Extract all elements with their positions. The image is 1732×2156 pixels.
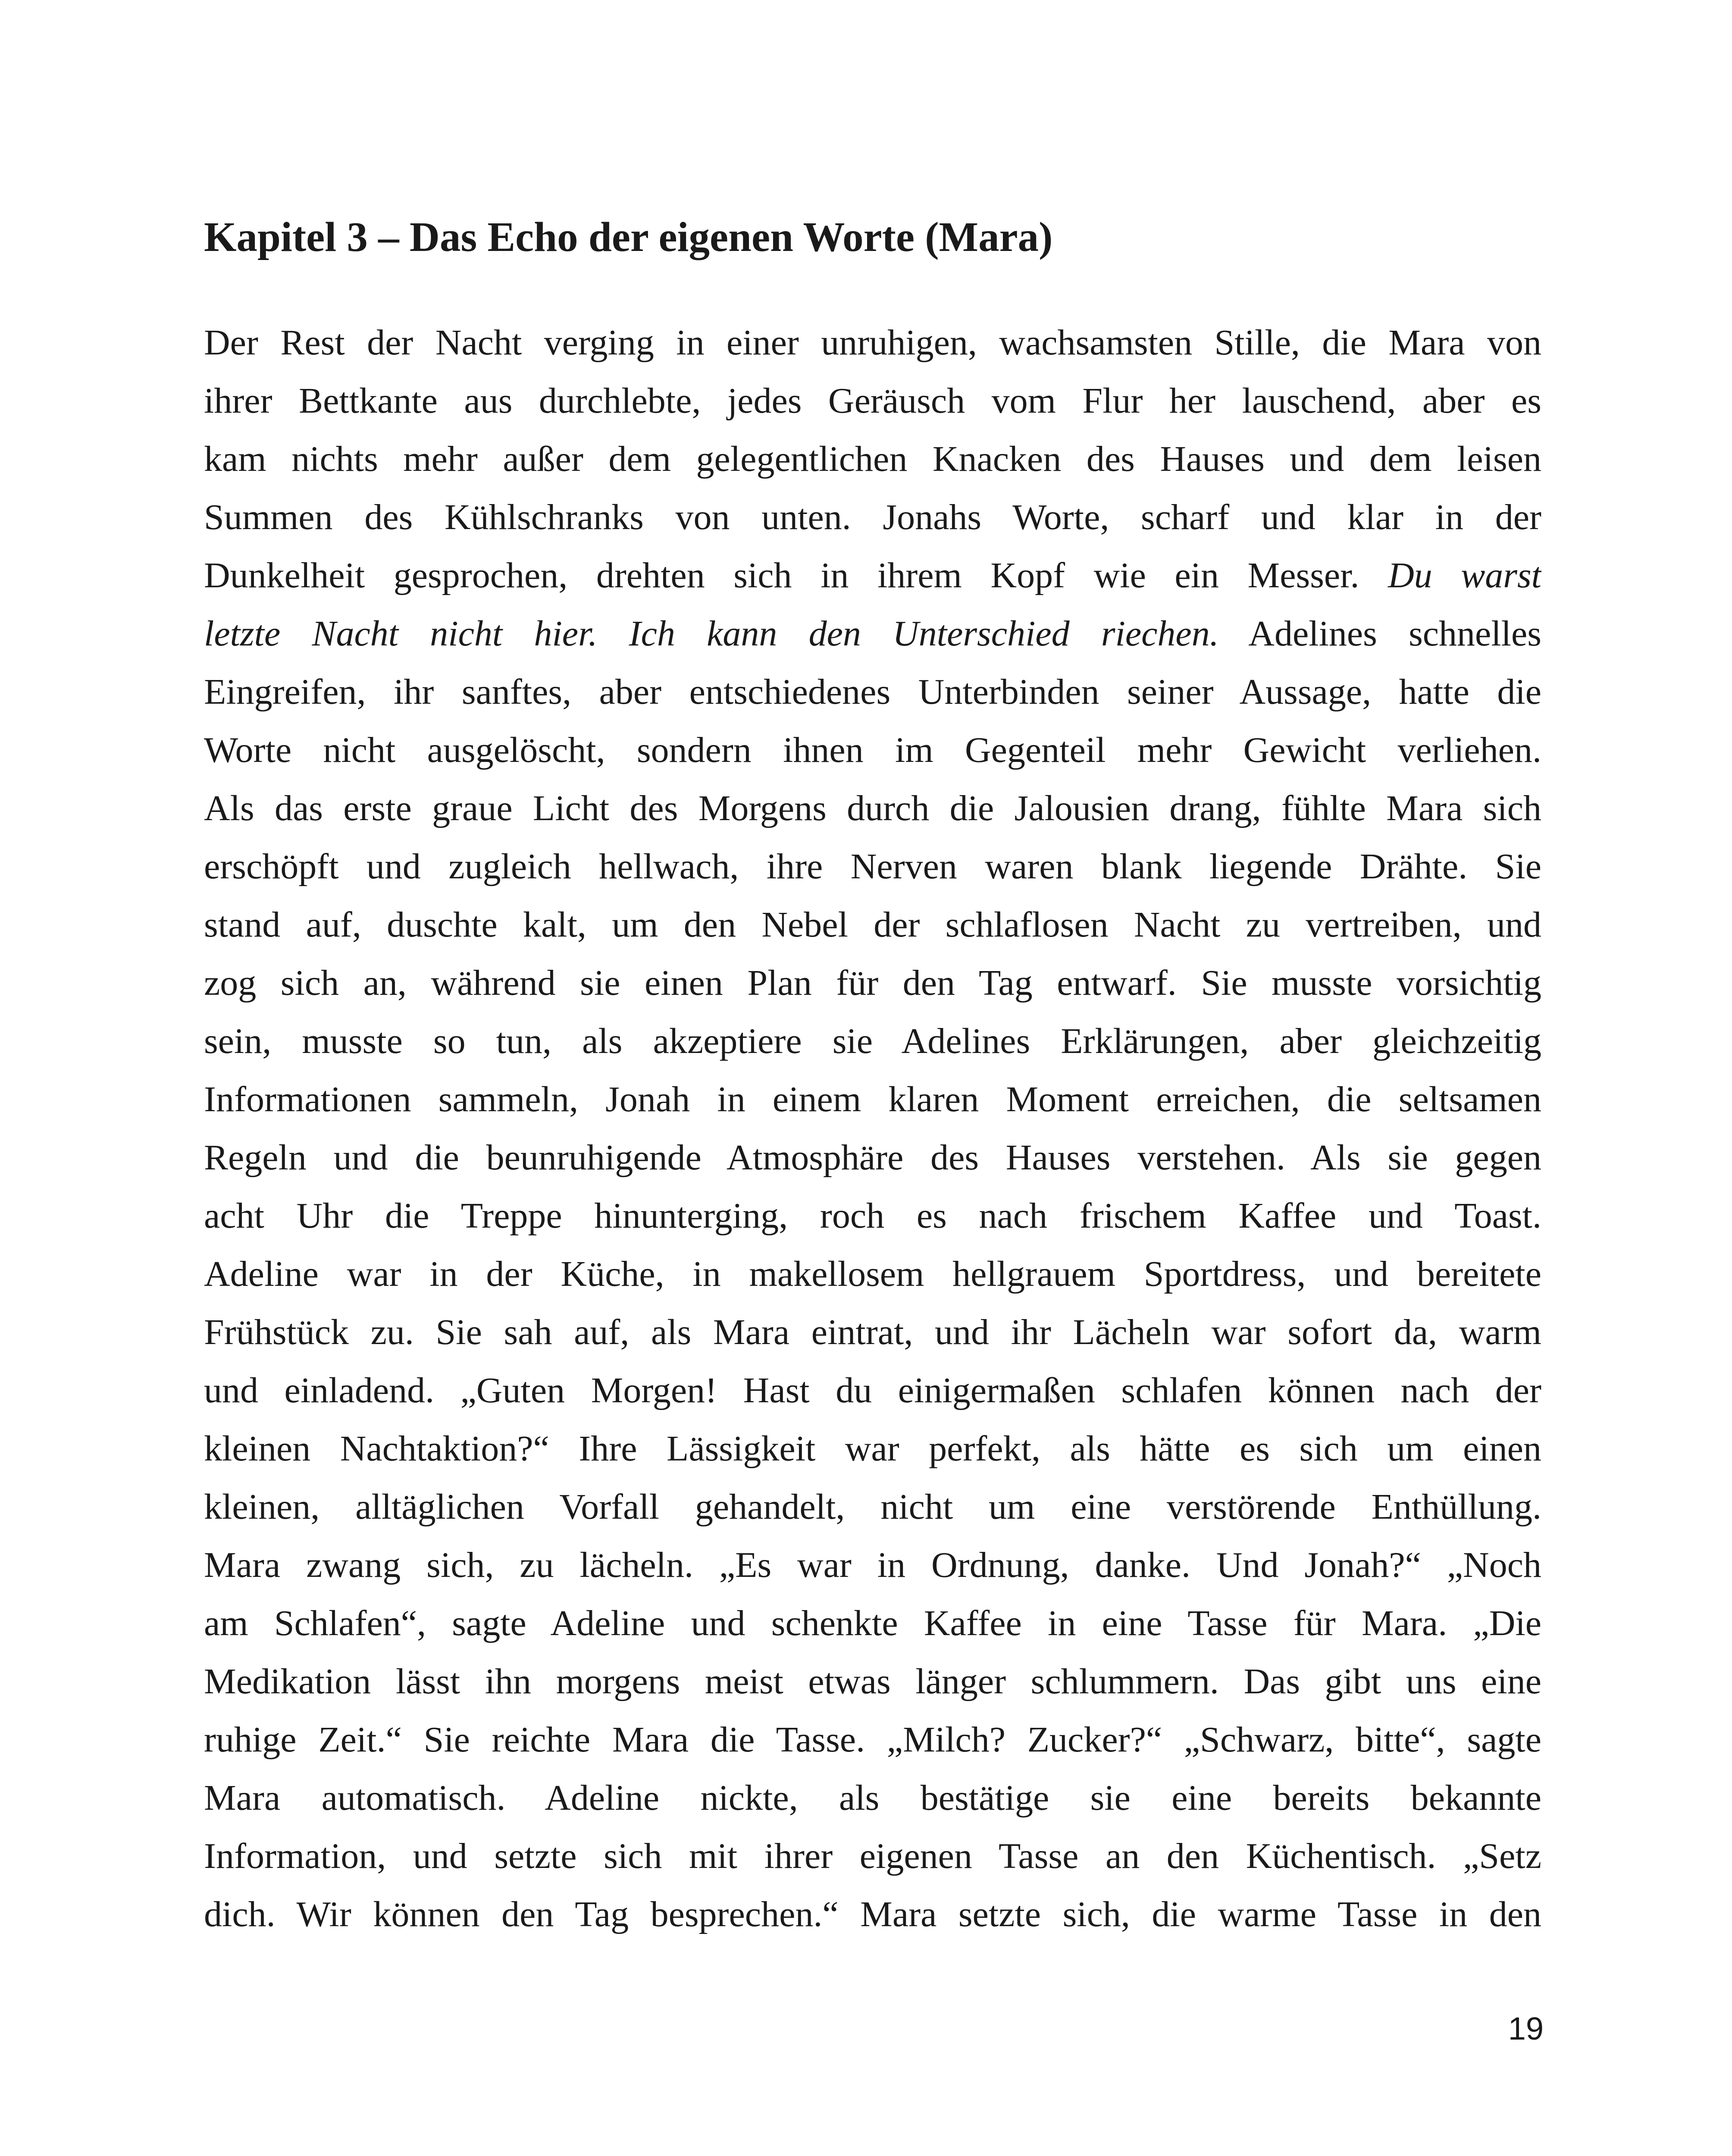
text-line: Worte nicht ausgelöscht, sondern ihnen im Gegenteil mehr Gewicht verliehen. — [204, 730, 1541, 770]
text-line-mixed — [204, 546, 1541, 605]
text-line: Mara automatisch. Adeline nickte, als bestätige sie eine bereits bekannte — [204, 1778, 1541, 1818]
text-line: ihrer Bettkante aus durchlebte, jedes Geräusch vom Flur her lauschend, aber es — [204, 381, 1541, 421]
text-line: Frühstück zu. Sie sah auf, als Mara eintrat, und ihr Lächeln war sofort da, warm — [204, 1312, 1541, 1352]
text-line: ruhige Zeit.“ Sie reichte Mara die Tasse. „Milch? Zucker?“ „Schwarz, bitte“, sagte — [204, 1720, 1541, 1760]
text-line: stand auf, duschte kalt, um den Nebel der schlaflosen Nacht zu vertreiben, und — [204, 905, 1541, 945]
text-line: Der Rest der Nacht verging in einer unruhigen, wachsamsten Stille, die Mara von — [204, 323, 1541, 363]
text-line: Medikation lässt ihn morgens meist etwas länger schlummern. Das gibt uns eine — [204, 1661, 1541, 1702]
text-line: Mara zwang sich, zu lächeln. „Es war in Ordnung, danke. Und Jonah?“ „Noch — [204, 1545, 1541, 1585]
text-line: Summen des Kühlschranks von unten. Jonahs Worte, scharf und klar in der — [204, 497, 1541, 537]
text-line: Adeline war in der Küche, in makellosem hellgrauem Sportdress, und bereitete — [204, 1254, 1541, 1294]
text-line: Information, und setzte sich mit ihrer eigenen Tasse an den Küchentisch. „Setz — [204, 1836, 1541, 1876]
text-line: Eingreifen, ihr sanftes, aber entschiedenes Unterbinden seiner Aussage, hatte die — [204, 672, 1541, 712]
text-line: und einladend. „Guten Morgen! Hast du einigermaßen schlafen können nach der — [204, 1370, 1541, 1410]
text-line: acht Uhr die Treppe hinunterging, roch es nach frischem Kaffee und Toast. — [204, 1196, 1541, 1236]
body-paragraph — [204, 313, 1541, 1943]
text-line: am Schlafen“, sagte Adeline und schenkte Kaffee in eine Tasse für Mara. „Die — [204, 1603, 1541, 1643]
text-line-mixed — [204, 605, 1541, 663]
chapter-title: Kapitel 3 – Das Echo der eigenen Worte (Mara) — [204, 214, 1053, 260]
text-line: Informationen sammeln, Jonah in einem klaren Moment erreichen, die seltsamen — [204, 1079, 1541, 1119]
text-line: dich. Wir können den Tag besprechen.“ Mara setzte sich, die warme Tasse in den — [204, 1894, 1541, 1934]
text-line: kleinen, alltäglichen Vorfall gehandelt, nicht um eine verstörende Enthüllung. — [204, 1487, 1541, 1527]
italic-text-segment: letzte Nacht nicht hier. Ich kann den Unterschied riechen. — [204, 614, 1219, 654]
text-segment: Dunkelheit gesprochen, drehten sich in ihrem Kopf wie ein Messer. — [204, 555, 1359, 595]
italic-text-segment: Du warst — [1388, 555, 1541, 595]
text-line: erschöpft und zugleich hellwach, ihre Nerven waren blank liegende Drähte. Sie — [204, 846, 1541, 887]
text-line: Als das erste graue Licht des Morgens durch die Jalousien drang, fühlte Mara sich — [204, 788, 1541, 828]
text-line: sein, musste so tun, als akzeptiere sie Adelines Erklärungen, aber gleichzeitig — [204, 1021, 1541, 1061]
text-line: Regeln und die beunruhigende Atmosphäre des Hauses verstehen. Als sie gegen — [204, 1138, 1541, 1178]
page-number: 19 — [1508, 2011, 1544, 2046]
text-segment: Adelines schnelles — [1248, 614, 1541, 654]
text-line: kam nichts mehr außer dem gelegentlichen Knacken des Hauses und dem leisen — [204, 439, 1541, 479]
text-line: kleinen Nachtaktion?“ Ihre Lässigkeit war perfekt, als hätte es sich um einen — [204, 1429, 1541, 1469]
text-line: zog sich an, während sie einen Plan für den Tag entwarf. Sie musste vorsichtig — [204, 963, 1541, 1003]
